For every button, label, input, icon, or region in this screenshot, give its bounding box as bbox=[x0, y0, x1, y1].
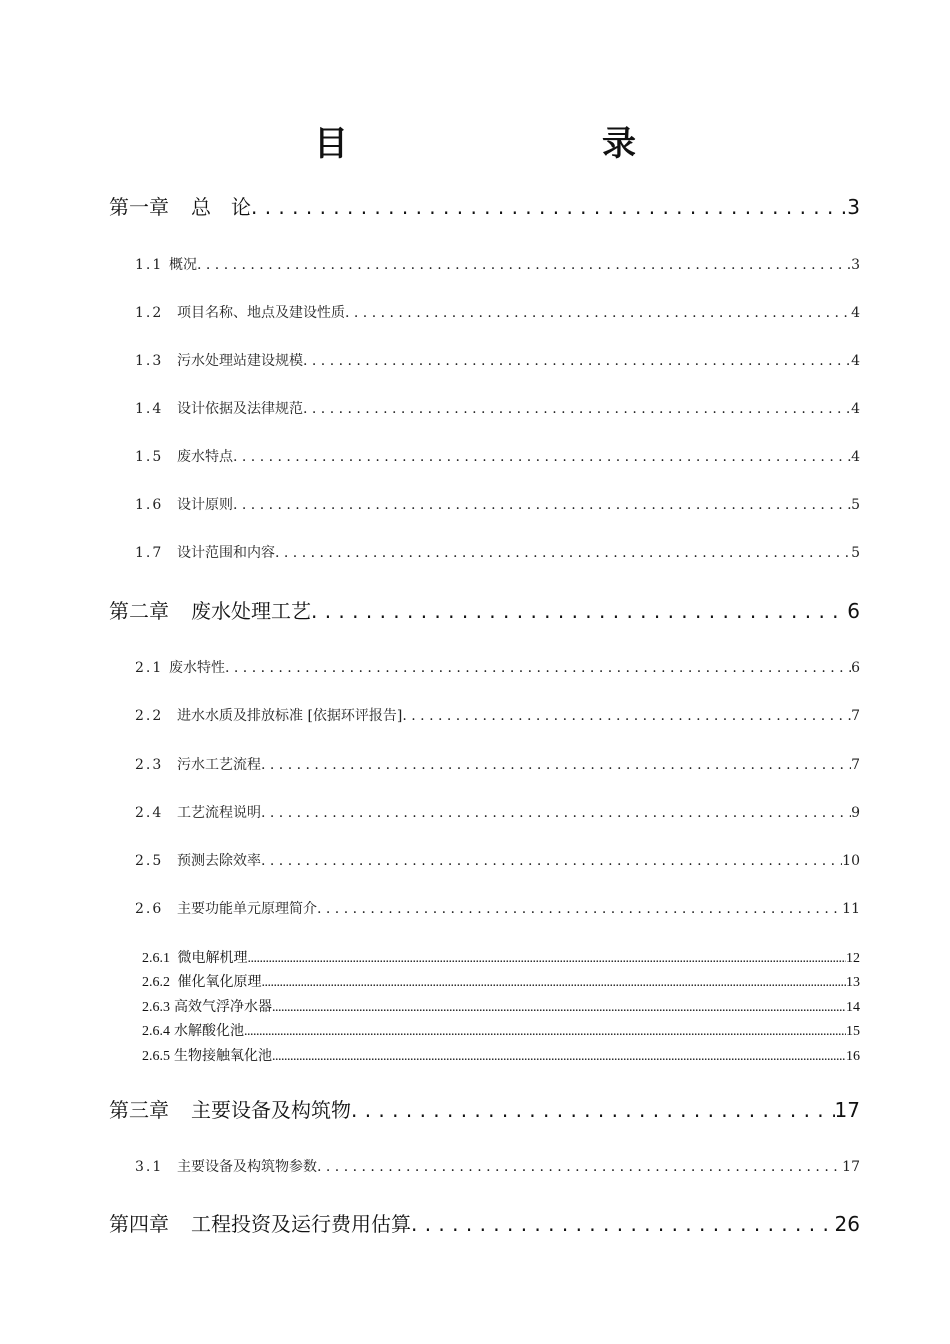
toc-section-entry[interactable] bbox=[135, 446, 860, 466]
dot-leader bbox=[251, 195, 847, 219]
toc-entry-title bbox=[135, 398, 303, 418]
toc-subsection-entry[interactable] bbox=[142, 1020, 860, 1040]
toc-page-number: 6 bbox=[851, 660, 860, 676]
toc-subsection-entry[interactable] bbox=[142, 971, 860, 991]
toc-entry-number: 2.1 bbox=[135, 660, 164, 676]
toc-page-number: 16 bbox=[846, 1049, 860, 1064]
toc-entry-number: 1.4 bbox=[135, 401, 164, 417]
toc-entry-text: 主要设备及构筑物 bbox=[191, 1098, 351, 1122]
toc-page-number: 5 bbox=[851, 545, 860, 561]
toc-section-entry[interactable] bbox=[135, 542, 860, 562]
toc-page-number: 7 bbox=[851, 757, 860, 773]
toc-entry-number: 2.3 bbox=[135, 757, 164, 773]
toc-entry-number: 1.7 bbox=[135, 545, 164, 561]
dot-leader bbox=[303, 353, 851, 369]
toc-page-number: 4 bbox=[851, 401, 860, 417]
toc-entry-title bbox=[142, 1045, 272, 1065]
toc-entry-number: 第三章 bbox=[109, 1098, 169, 1122]
toc-entry-number: 2.6.3 bbox=[142, 1000, 170, 1015]
toc-entry-title bbox=[135, 754, 261, 774]
toc-entry-number: 2.6 bbox=[135, 901, 164, 917]
toc-entry-number: 2.6.2 bbox=[142, 975, 170, 990]
toc-chapter-entry[interactable] bbox=[109, 1094, 860, 1123]
dot-leader bbox=[402, 708, 851, 724]
dot-leader bbox=[233, 449, 851, 465]
toc-entry-text: 催化氧化原理 bbox=[174, 975, 262, 990]
toc-section-entry[interactable] bbox=[135, 657, 860, 677]
toc-entry-text: 项目名称、地点及建设性质 bbox=[177, 305, 345, 321]
toc-entry-title bbox=[135, 302, 345, 322]
dot-leader bbox=[317, 1159, 842, 1175]
toc-section-entry[interactable] bbox=[135, 705, 860, 725]
page-title: 目 录 bbox=[314, 124, 698, 164]
toc-page-number: 15 bbox=[846, 1024, 860, 1039]
toc-page-number: 7 bbox=[851, 708, 860, 724]
toc-entry-title bbox=[109, 191, 251, 220]
toc-section-entry[interactable] bbox=[135, 254, 860, 274]
toc-entry-number: 2.4 bbox=[135, 805, 164, 821]
toc-entry-text: 概况 bbox=[169, 257, 197, 273]
toc-section-entry[interactable] bbox=[135, 850, 860, 870]
toc-section-entry[interactable] bbox=[135, 302, 860, 322]
toc-entry-number: 2.6.1 bbox=[142, 951, 170, 966]
toc-page-number: 3 bbox=[847, 195, 860, 219]
toc-entry-text: 进水水质及排放标准 [依据环评报告] bbox=[177, 708, 403, 724]
toc-entry-text: 预测去除效率 bbox=[177, 853, 261, 869]
dot-leader bbox=[261, 805, 851, 821]
toc-section-entry[interactable] bbox=[135, 398, 860, 418]
toc-subsection-entry[interactable] bbox=[142, 996, 860, 1016]
toc-entry-title bbox=[135, 705, 402, 725]
dot-leader bbox=[303, 401, 851, 417]
toc-page-number: 6 bbox=[847, 599, 860, 623]
toc-entry-number: 2.5 bbox=[135, 853, 164, 869]
toc-page-number: 26 bbox=[834, 1212, 860, 1236]
dot-leader bbox=[345, 305, 851, 321]
toc-entry-number: 1.1 bbox=[135, 257, 164, 273]
toc-entry-text: 高效气浮净水器 bbox=[174, 1000, 272, 1015]
toc-entry-text: 废水特性 bbox=[169, 660, 225, 676]
toc-entry-text: 设计依据及法律规范 bbox=[177, 401, 303, 417]
toc-page-number: 17 bbox=[842, 1159, 860, 1175]
toc-entry-number: 1.2 bbox=[135, 305, 164, 321]
toc-entry-title bbox=[135, 850, 261, 870]
toc-section-entry[interactable] bbox=[135, 898, 860, 918]
toc-entry-number: 1.6 bbox=[135, 497, 164, 513]
toc-chapter-entry[interactable] bbox=[109, 191, 860, 220]
toc-entry-title bbox=[135, 802, 261, 822]
toc-entry-number: 1.5 bbox=[135, 449, 164, 465]
toc-section-entry[interactable] bbox=[135, 350, 860, 370]
toc-page-number: 13 bbox=[846, 975, 860, 990]
toc-entry-title bbox=[109, 1094, 351, 1123]
toc-entry-title bbox=[135, 494, 233, 514]
toc-entry-number: 第二章 bbox=[109, 599, 169, 623]
toc-entry-text: 废水处理工艺 bbox=[191, 599, 311, 623]
dot-leader bbox=[233, 497, 851, 513]
toc-entry-title bbox=[135, 350, 303, 370]
toc-entry-text: 主要功能单元原理简介 bbox=[177, 901, 317, 917]
toc-entry-text: 废水特点 bbox=[177, 449, 233, 465]
toc-entry-title bbox=[135, 542, 275, 562]
toc-page-number: 11 bbox=[842, 901, 860, 917]
toc-entry-title bbox=[142, 947, 248, 967]
toc-entry-text: 生物接触氧化池 bbox=[174, 1049, 272, 1064]
toc-entry-text: 微电解机理 bbox=[174, 951, 248, 966]
toc-page-number: 3 bbox=[851, 257, 860, 273]
toc-page-number: 9 bbox=[851, 805, 860, 821]
toc-page-number: 4 bbox=[851, 353, 860, 369]
toc-entry-title bbox=[109, 595, 311, 624]
toc-chapter-entry[interactable] bbox=[109, 1208, 860, 1237]
dot-leader bbox=[261, 853, 842, 869]
toc-chapter-entry[interactable] bbox=[109, 595, 860, 624]
toc-subsection-entry[interactable] bbox=[142, 947, 860, 967]
toc-entry-title bbox=[142, 971, 262, 991]
toc-page-number: 5 bbox=[851, 497, 860, 513]
dot-leader bbox=[262, 975, 847, 991]
dot-leader bbox=[248, 951, 847, 967]
dot-leader bbox=[411, 1212, 835, 1236]
toc-entry-title bbox=[142, 1020, 244, 1040]
toc-entry-title bbox=[142, 996, 272, 1016]
toc-entry-number: 2.6.4 bbox=[142, 1024, 170, 1039]
toc-page-number: 10 bbox=[842, 853, 860, 869]
toc-page-number: 17 bbox=[834, 1098, 860, 1122]
toc-entry-text: 设计原则 bbox=[177, 497, 233, 513]
toc-entry-number: 1.3 bbox=[135, 353, 164, 369]
toc-section-entry[interactable] bbox=[135, 494, 860, 514]
toc-section-entry[interactable] bbox=[135, 802, 860, 822]
toc-entry-text: 总 论 bbox=[191, 195, 251, 219]
toc-page-number: 14 bbox=[846, 1000, 860, 1015]
toc-entry-number: 第一章 bbox=[109, 195, 169, 219]
dot-leader bbox=[244, 1024, 846, 1040]
dot-leader bbox=[351, 1098, 835, 1122]
toc-entry-title bbox=[135, 898, 317, 918]
toc-entry-title bbox=[135, 254, 197, 274]
dot-leader bbox=[317, 901, 842, 917]
toc-section-entry[interactable] bbox=[135, 1156, 860, 1176]
toc-page-number: 12 bbox=[846, 951, 860, 966]
toc-entry-title bbox=[135, 1156, 317, 1176]
dot-leader bbox=[261, 757, 851, 773]
toc-entry-title bbox=[135, 446, 233, 466]
dot-leader bbox=[311, 599, 847, 623]
toc-entry-text: 水解酸化池 bbox=[174, 1024, 244, 1039]
toc-page-number: 4 bbox=[851, 449, 860, 465]
toc-entry-text: 污水工艺流程 bbox=[177, 757, 261, 773]
toc-entry-text: 工艺流程说明 bbox=[177, 805, 261, 821]
toc-entry-number: 2.6.5 bbox=[142, 1049, 170, 1064]
toc-entry-title bbox=[109, 1208, 411, 1237]
dot-leader bbox=[275, 545, 851, 561]
toc-entry-number: 3.1 bbox=[135, 1159, 164, 1175]
toc-section-entry[interactable] bbox=[135, 754, 860, 774]
toc-subsection-entry[interactable] bbox=[142, 1045, 860, 1065]
toc-page-number: 4 bbox=[851, 305, 860, 321]
toc-entry-text: 污水处理站建设规模 bbox=[177, 353, 303, 369]
toc-entry-title bbox=[135, 657, 225, 677]
toc-entry-number: 第四章 bbox=[109, 1212, 169, 1236]
dot-leader bbox=[225, 660, 851, 676]
dot-leader bbox=[272, 1000, 846, 1016]
dot-leader bbox=[197, 257, 851, 273]
toc-entry-text: 主要设备及构筑物参数 bbox=[177, 1159, 317, 1175]
toc-entry-text: 工程投资及运行费用估算 bbox=[191, 1212, 411, 1236]
toc-entry-number: 2.2 bbox=[135, 708, 164, 724]
toc-entry-text: 设计范围和内容 bbox=[177, 545, 275, 561]
dot-leader bbox=[272, 1049, 846, 1065]
